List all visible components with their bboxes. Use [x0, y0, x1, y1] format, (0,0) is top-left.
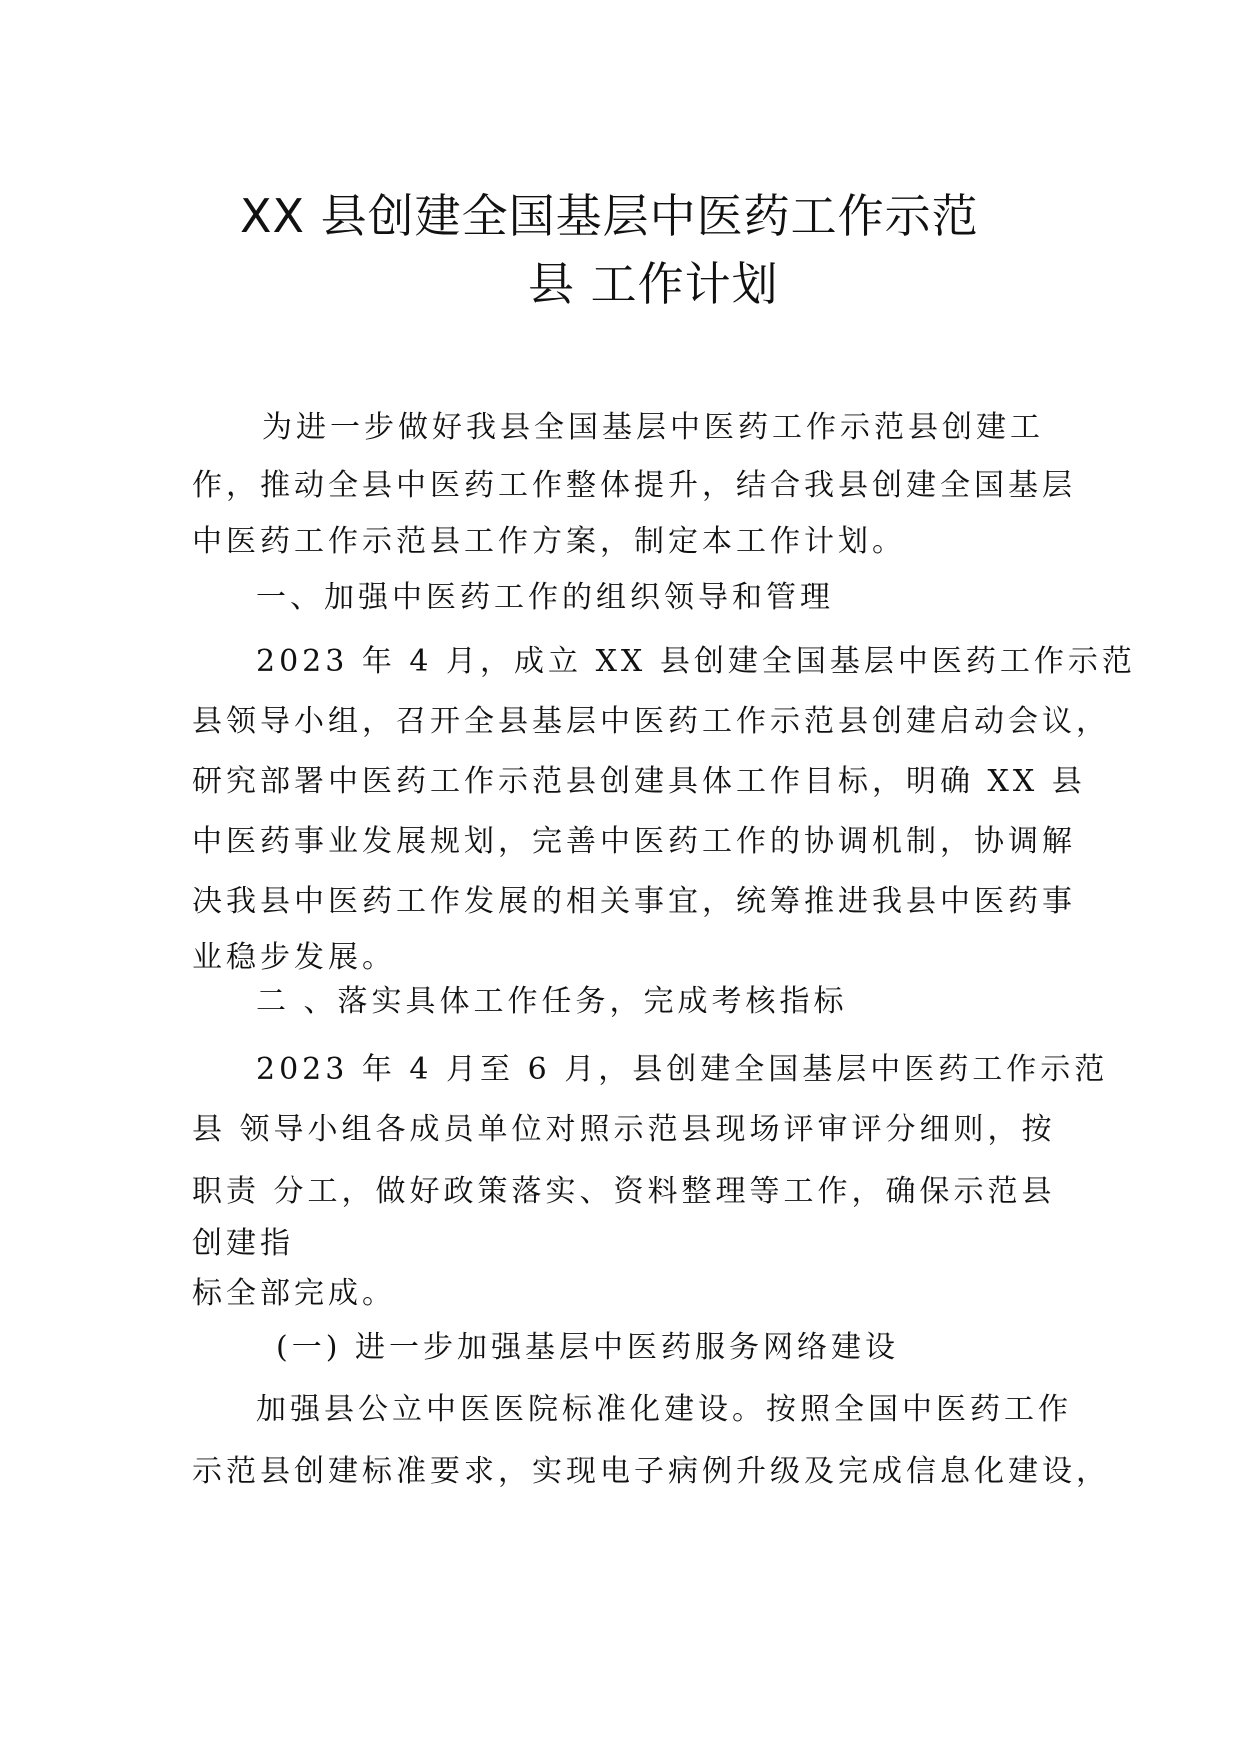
body-line: 为进一步做好我县全国基层中医药工作示范县创建工: [262, 410, 1044, 445]
body-line: 县 领导小组各成员单位对照示范县现场评审评分细则，按: [192, 1112, 1056, 1147]
body-line: 2023 年 4 月至 6 月，县创建全国基层中医药工作示范: [256, 1052, 1109, 1087]
section-heading-2: 二 、落实具体工作任务，完成考核指标: [256, 984, 848, 1019]
body-line: 标全部完成。: [192, 1276, 396, 1311]
body-line: 业稳步发展。: [192, 940, 396, 975]
body-line: 2023 年 4 月，成立 XX 县创建全国基层中医药工作示范: [256, 644, 1136, 679]
body-line: 中医药工作示范县工作方案，制定本工作计划。: [192, 524, 906, 559]
body-line: 作，推动全县中医药工作整体提升，结合我县创建全国基层: [192, 468, 1076, 503]
body-line: 决我县中医药工作发展的相关事宜，统筹推进我县中医药事: [192, 884, 1076, 919]
body-line: 中医药事业发展规划，完善中医药工作的协调机制，协调解: [192, 824, 1076, 859]
body-line: 研究部署中医药工作示范县创建具体工作目标，明确 XX 县: [192, 764, 1086, 799]
body-line: 创建指: [192, 1226, 294, 1261]
body-line: 县领导小组，召开全县基层中医药工作示范县创建启动会议，: [192, 704, 1110, 739]
document-title-line-1: XX 县创建全国基层中医药工作示范: [240, 189, 979, 243]
body-line: 示范县创建标准要求，实现电子病例升级及完成信息化建设，: [192, 1454, 1110, 1489]
subsection-heading-1: (一) 进一步加强基层中医药服务网络建设: [276, 1330, 899, 1365]
body-line: 加强县公立中医医院标准化建设。按照全国中医药工作: [256, 1392, 1072, 1427]
document-title-line-2: 县 工作计划: [528, 257, 779, 311]
section-heading-1: 一、加强中医药工作的组织领导和管理: [256, 580, 834, 615]
body-line: 职责 分工，做好政策落实、资料整理等工作，确保示范县: [192, 1174, 1056, 1209]
